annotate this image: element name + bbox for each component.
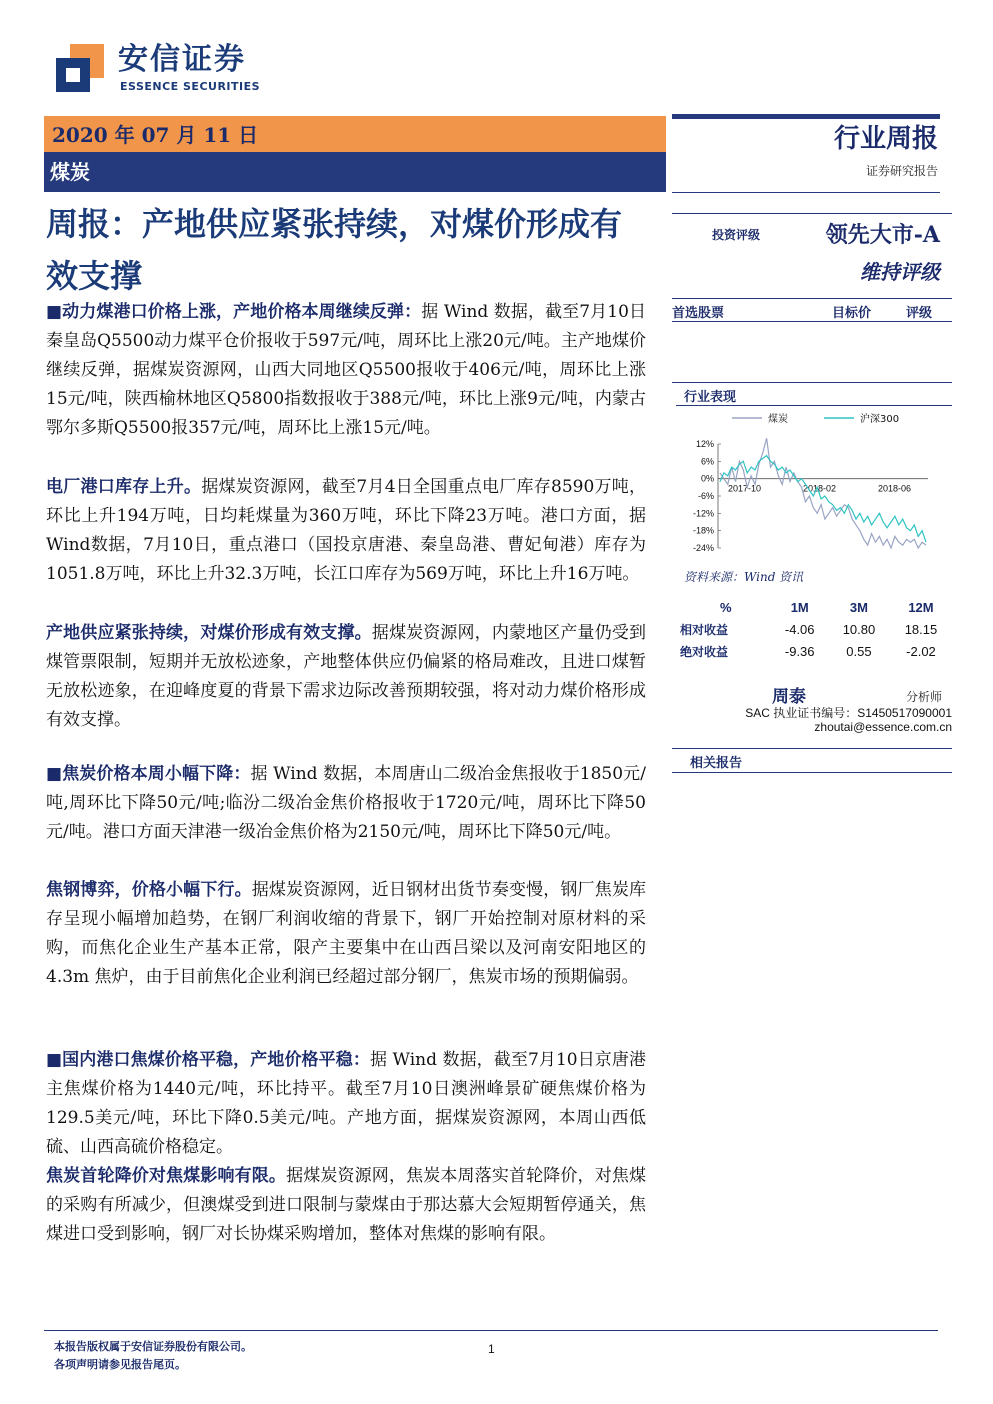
y-tick-label: -24% — [692, 543, 714, 553]
analyst-sac: SAC 执业证书编号：S1450517090001 — [745, 706, 952, 720]
col-header: 12M — [908, 599, 934, 615]
paragraph-7: 焦炭首轮降价对焦煤影响有限。据煤炭资源网，焦炭本周落实首轮降价，对焦煤的采购有所减少，但澳煤受到进口限制与蒙煤由于那达慕大会短期暂停通关，焦煤进口受到影响，钢厂对长协煤采购增加，整体对焦煤的影响有限。 — [46, 1166, 647, 1244]
divider — [672, 382, 952, 383]
legend-label: 沪深300 — [860, 414, 900, 425]
row-label: 相对收益 — [680, 622, 729, 637]
footer-disclaimer: 各项声明请参见报告尾页。 — [54, 1358, 186, 1371]
brand-name-en: ESSENCE SECURITIES — [120, 80, 261, 93]
industry-bar — [44, 152, 666, 192]
divider — [672, 298, 952, 299]
footer-divider — [44, 1330, 938, 1331]
rating-keep: 维持评级 — [860, 260, 940, 284]
cell: 18.15 — [904, 621, 938, 637]
y-tick-label: -6% — [697, 491, 714, 501]
series-line-2 — [720, 456, 926, 543]
cell: 10.80 — [842, 621, 876, 637]
analyst-email[interactable]: zhoutai@essence.com.cn — [814, 720, 952, 734]
related-header: 相关报告 — [690, 756, 743, 771]
paragraph-2: 电厂港口库存上升。据煤炭资源网，截至7月4日全国重点电厂库存8590万吨，环比上升194万吨，日均耗煤量为360万吨，环比下降23万吨。港口方面，据Wind数据，7月10日，重点港口（国投京唐港、秦皇岛港、曹妃甸港）库存为1051.8万吨，环比上升32.3万吨，长江口库存为569万吨，环比上升16万吨。 — [46, 477, 646, 584]
paragraph-5: 焦钢博弈，价格小幅下行。据煤炭资源网，近日钢材出货节奏变慢，钢厂焦炭库存呈现小幅增加趋势，在钢厂利润收缩的背景下，钢厂开始控制对原材料的采购，而焦化企业生产基本正常，限产主要集中在山西吕梁以及河南安阳地区的 4.3m 焦炉，由于目前焦化企业利润已经超过部分钢厂，焦炭市场的预期偏弱。 — [46, 880, 646, 987]
industry-label: 煤炭 — [50, 160, 90, 184]
footer-copyright: 本报告版权属于安信证券股份有限公司。 — [54, 1340, 252, 1353]
x-tick-label: 2017-10 — [728, 483, 762, 494]
cell: -2.02 — [906, 643, 936, 659]
performance-table — [680, 596, 952, 662]
row-label: 绝对收益 — [680, 644, 729, 659]
grade-header: 评级 — [906, 306, 933, 321]
y-tick-label: -12% — [692, 508, 714, 519]
table-header-row — [680, 596, 952, 618]
y-tick-label: 6% — [700, 456, 714, 467]
page-number: 1 — [488, 1342, 495, 1356]
y-tick-label: 12% — [695, 439, 714, 449]
legend-label: 煤炭 — [768, 414, 788, 425]
industry-performance-chart — [676, 408, 946, 564]
target-price-header: 目标价 — [832, 306, 872, 321]
report-date: 2020 年 07 月 11 日 — [52, 123, 259, 147]
divider — [676, 405, 952, 406]
paragraph-4: ■焦炭价格本周小幅下降：据 Wind 数据，本周唐山二级冶金焦报收于1850元/吨,周环比下降50元/吨;临汾二级冶金焦价格报收于1720元/吨，周环比下降50元/吨。港口方面天津港一级冶金焦价格为2150元/吨，周环比下降50元/吨。 — [46, 764, 647, 842]
divider — [672, 772, 952, 773]
paragraph-1: ■动力煤港口价格上涨，产地价格本周继续反弹：据 Wind 数据，截至7月10日秦皇岛Q5500动力煤平仓价报收于597元/吨，周环比上涨20元/吨。主产地煤价继续反弹，据煤炭资源网，山西大同地区Q5500报收于406元/吨，周环比上涨15元/吨，陕西榆林地区Q5800指数报收于388元/吨，环比上涨9元/吨，内蒙古鄂尔多斯Q5500报357元/吨，周环比上涨15元/吨。 — [46, 302, 647, 438]
report-type: 行业周报 — [833, 124, 938, 154]
brand-name-cn: 安信证券 — [118, 42, 246, 77]
paragraph-6: ■国内港口焦煤价格平稳，产地价格平稳：据 Wind 数据，截至7月10日京唐港主焦煤价格为1440元/吨，环比持平。截至7月10日澳洲峰景矿硬焦煤价格为129.5美元/吨，环比下降0.5美元/吨。产地方面，据煤炭资源网，本周山西低硫、山西高硫价格稳定。 — [46, 1050, 647, 1157]
table-row — [680, 618, 952, 640]
divider — [672, 114, 940, 119]
divider — [672, 321, 952, 322]
table-row — [680, 640, 952, 662]
cell: -9.36 — [784, 643, 815, 659]
cell: -4.06 — [784, 621, 815, 637]
divider — [672, 748, 952, 749]
rating-label: 投资评级 — [712, 228, 761, 242]
rating-value: 领先大市-A — [825, 222, 940, 248]
stock-header: 首选股票 — [672, 306, 725, 321]
x-tick-label: 2018-02 — [803, 483, 837, 494]
col-header: 3M — [849, 599, 868, 615]
analyst-name: 周泰 — [772, 687, 806, 707]
divider — [672, 213, 952, 214]
y-tick-label: 0% — [700, 473, 714, 484]
report-subtype: 证券研究报告 — [865, 164, 938, 178]
brand-logo — [54, 42, 106, 94]
page-title: 周报：产地供应紧张持续，对煤价形成有效支撑 — [46, 205, 623, 295]
col-header: 1M — [790, 599, 809, 615]
paragraph-3: 产地供应紧张持续，对煤价形成有效支撑。据煤炭资源网，内蒙地区产量仍受到煤管票限制，短期并无放松迹象，产地整体供应仍偏紧的格局难改，且进口煤暂无放松迹象，在迎峰度夏的背景下需求边际改善预期较强，将对动力煤价格形成有效支撑。 — [46, 623, 647, 730]
cell: 0.55 — [846, 643, 872, 659]
col-header: % — [719, 599, 732, 615]
y-tick-label: -18% — [692, 525, 714, 536]
x-tick-label: 2018-06 — [878, 483, 912, 494]
chart-source: 资料来源：Wind 资讯 — [684, 570, 804, 584]
analyst-role: 分析师 — [906, 690, 943, 704]
divider — [672, 192, 940, 193]
perf-header: 行业表现 — [684, 390, 737, 405]
